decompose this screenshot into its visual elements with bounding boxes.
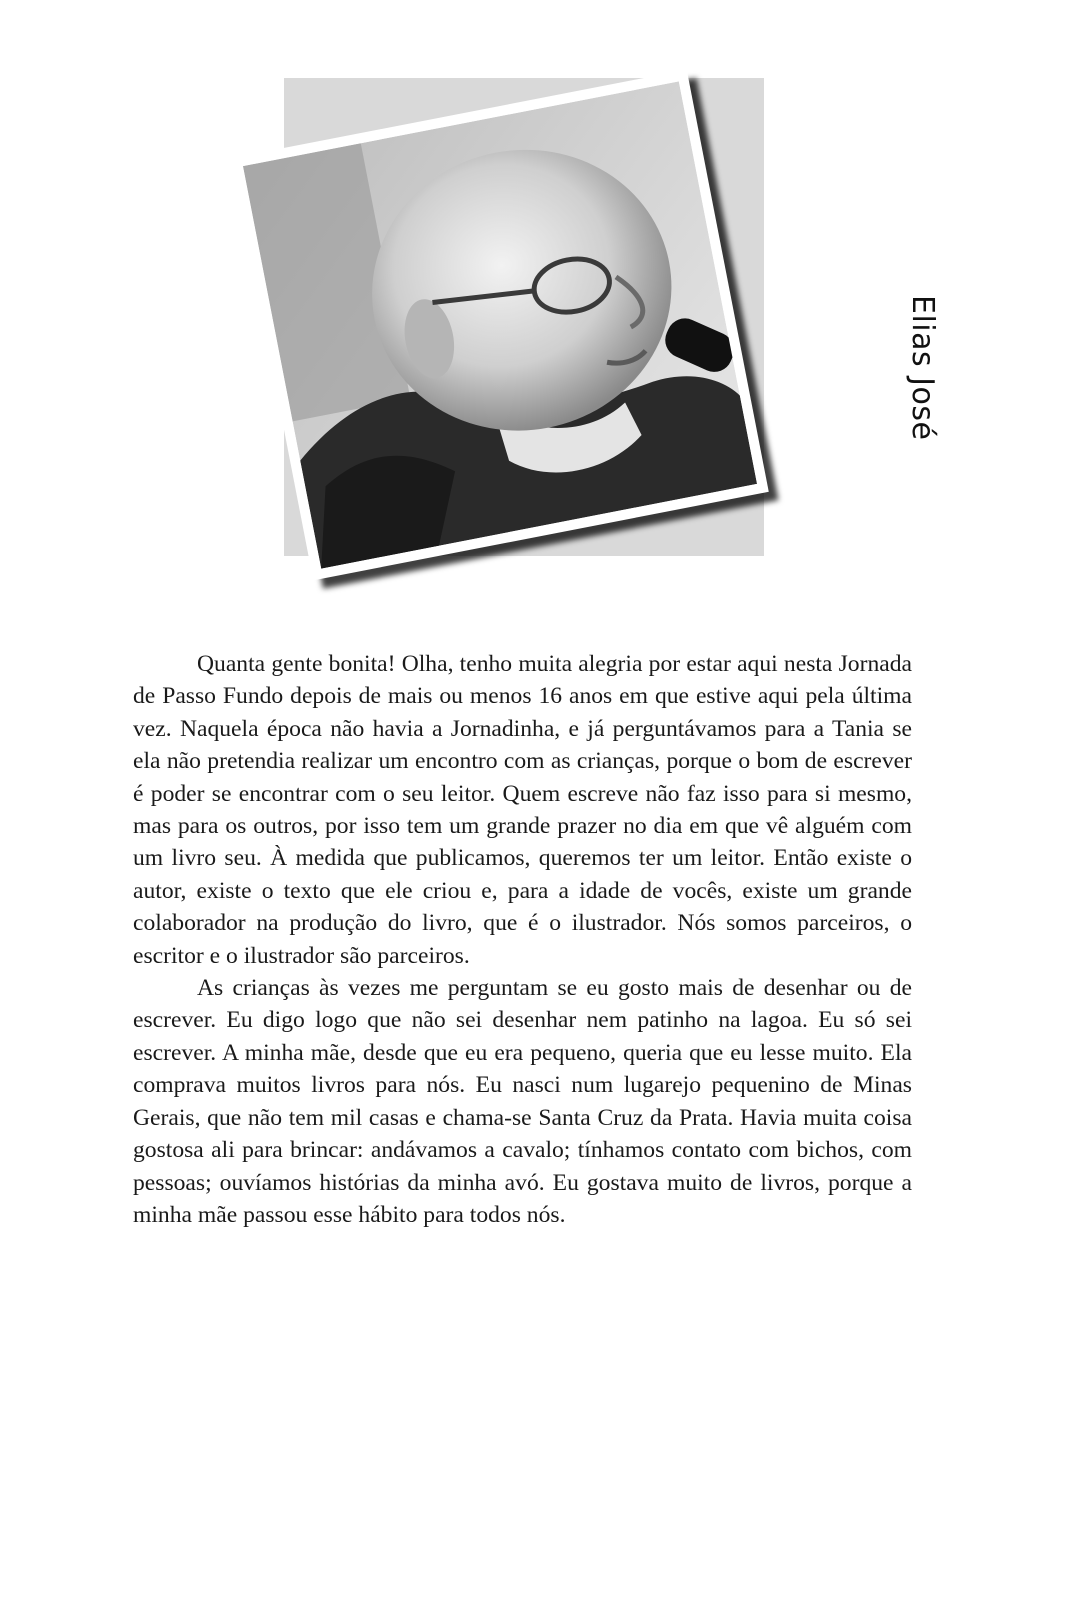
author-photo-frame (240, 70, 940, 630)
paragraph-2: As crianças às vezes me perguntam se eu gosto mais de desenhar ou de escrever. Eu digo logo que não sei desenhar nem patinho na lagoa. Eu só sei escrever. A minha mãe, desde que eu era pequeno, queria que eu lesse muito. Ela comprava muitos livros para nós. Eu nasci num lugarejo pequenino de Minas Gerais, que não tem mil casas e chama-se Santa Cruz da Prata. Havia muita coisa gostosa ali para brincar: andávamos a cavalo; tínhamos contato com bichos, com pessoas; ouvíamos histórias da minha avó. Eu gostava muito de livros, porque a minha mãe passou esse hábito para todos nós. (133, 975, 912, 1228)
portrait-image (243, 81, 757, 568)
body-text (133, 648, 912, 1231)
author-photo (231, 70, 769, 581)
paragraph-1: Quanta gente bonita! Olha, tenho muita alegria por estar aqui nesta Jornada de Passo Fundo depois de mais ou menos 16 anos em que estive aqui pela última vez. Naquela época não havia a Jornadinha, e já perguntávamos para a Tania se ela não pretendia realizar um encontro com as crianças, porque o bom de escrever é poder se encontrar com o seu leitor. Quem escreve não faz isso para si mesmo, mas para os outros, por isso tem um grande prazer no dia em que vê alguém com um livro seu. À medida que publicamos, queremos ter um leitor. Então existe o autor, existe o texto que ele criou e, para a idade de vocês, existe um grande colaborador na produção do livro, que é o ilustrador. Nós somos parceiros, o escritor e o ilustrador são parceiros. (133, 651, 912, 969)
photo-caption: Elias José (905, 295, 940, 441)
